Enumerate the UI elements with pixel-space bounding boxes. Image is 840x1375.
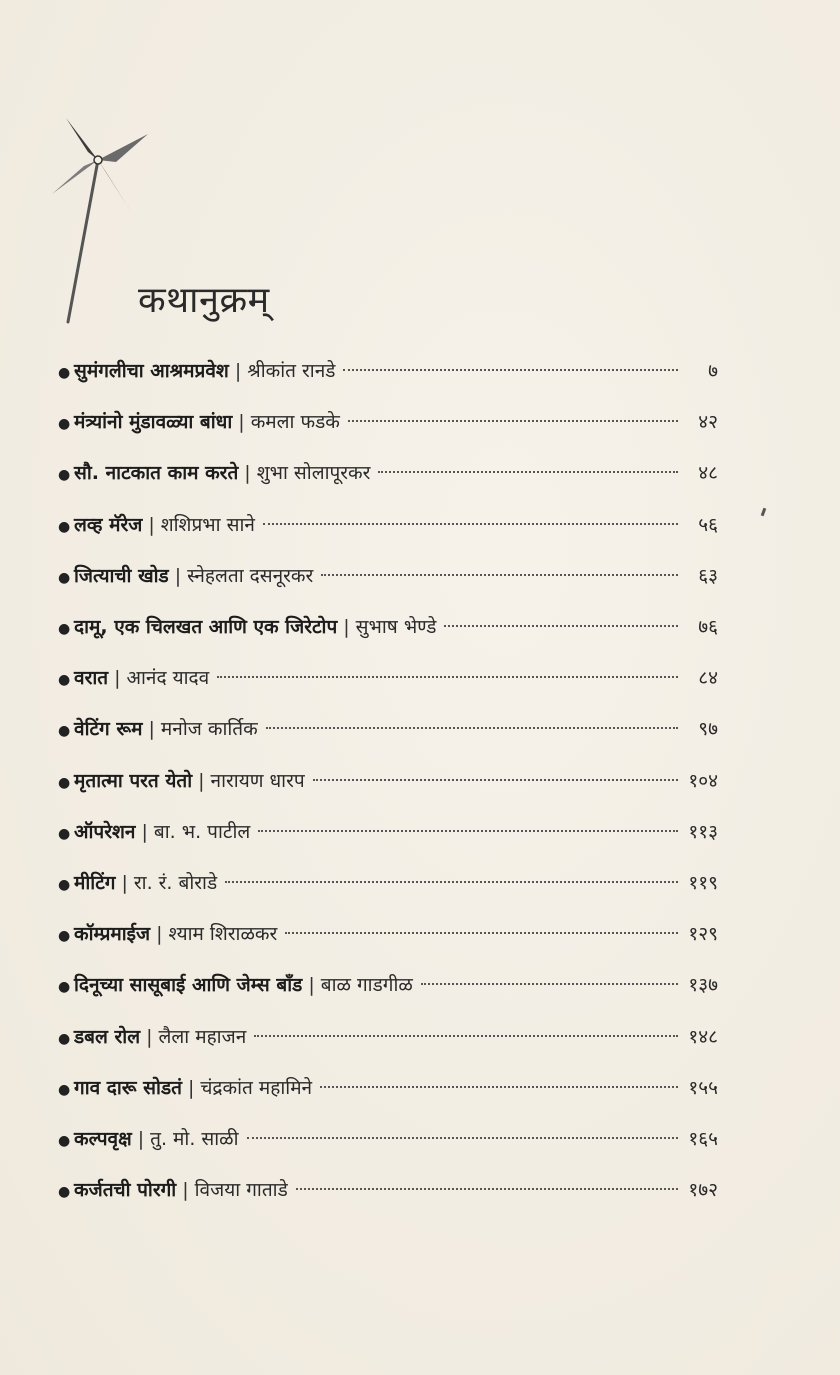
bullet-icon: ● xyxy=(58,365,71,381)
author-name: लैला महाजन xyxy=(158,1025,247,1048)
toc-entry xyxy=(58,561,718,591)
page-number: ५६ xyxy=(698,513,718,536)
toc-entry xyxy=(58,356,718,386)
dot-leader xyxy=(313,779,678,781)
story-title: ऑपरेशन xyxy=(74,820,136,843)
dot-leader xyxy=(444,625,678,627)
ink-mark xyxy=(761,508,767,517)
toc-entry xyxy=(58,612,718,642)
page-number: १४८ xyxy=(688,1025,718,1048)
story-title: वरात xyxy=(74,667,109,690)
story-title: सौ. नाटकात काम करते xyxy=(74,462,239,485)
separator: | xyxy=(238,411,245,434)
author-name: बाळ गाडगीळ xyxy=(320,974,413,997)
separator: | xyxy=(174,564,182,587)
bullet-icon: ● xyxy=(58,1081,71,1098)
separator: | xyxy=(121,872,128,894)
separator: | xyxy=(114,667,121,690)
separator: | xyxy=(156,923,163,946)
toc-entry xyxy=(58,714,718,744)
story-title: कर्जतची पोरगी xyxy=(74,1179,177,1202)
toc-entry xyxy=(58,1073,718,1103)
story-title: दिनूच्या सासूबाई आणि जेम्स बाँड xyxy=(74,974,303,997)
author-name: सुभाष भेण्डे xyxy=(355,616,437,638)
bullet-icon: ● xyxy=(58,877,71,893)
story-title: मंत्र्यांनो मुंडावळ्या बांधा xyxy=(74,411,233,434)
dot-leader xyxy=(321,574,678,576)
story-title: जित्याची खोड xyxy=(74,564,169,587)
story-title: सुमंगलीचा आश्रमप्रवेश xyxy=(74,360,229,382)
story-title: गाव दारू सोडतं xyxy=(74,1076,182,1099)
dot-leader xyxy=(348,420,678,422)
page-number: ४८ xyxy=(698,462,718,485)
story-title: कॉम्प्रमाईज xyxy=(74,923,151,946)
bullet-icon: ● xyxy=(58,621,71,637)
page-number: १७२ xyxy=(688,1179,718,1202)
dot-leader xyxy=(296,1188,678,1190)
bullet-icon: ● xyxy=(58,774,71,791)
author-name: शशिप्रभा साने xyxy=(160,513,255,536)
bullet-icon: ● xyxy=(58,825,71,842)
page-number: १२९ xyxy=(688,923,718,946)
dot-leader xyxy=(343,369,678,371)
separator: | xyxy=(141,820,148,843)
page-number: १५५ xyxy=(688,1076,718,1099)
toc-entry xyxy=(58,510,718,540)
dot-leader xyxy=(254,1035,678,1037)
separator: | xyxy=(182,1179,189,1202)
page-number: ६३ xyxy=(698,564,718,587)
page-number: ९७ xyxy=(698,718,718,741)
story-title: डबल रोल xyxy=(74,1025,141,1048)
bullet-icon: ● xyxy=(58,1133,71,1149)
page-number: ११३ xyxy=(688,820,718,843)
author-name: आनंद यादव xyxy=(126,667,210,690)
toc-entry xyxy=(58,919,718,949)
separator: | xyxy=(198,769,205,792)
bullet-icon: ● xyxy=(58,1030,71,1047)
bullet-icon: ● xyxy=(58,928,71,945)
dot-leader xyxy=(285,932,678,934)
bullet-icon: ● xyxy=(58,672,71,689)
toc-entry xyxy=(58,868,718,898)
separator: | xyxy=(148,718,155,741)
author-name: मनोज कार्तिक xyxy=(160,718,258,741)
toc-entry xyxy=(58,1175,718,1205)
toc-entry xyxy=(58,1022,718,1052)
dot-leader xyxy=(320,1086,678,1088)
page-number: १६५ xyxy=(688,1128,718,1150)
story-title: लव्ह मॅरेज xyxy=(74,513,143,536)
bullet-icon: ● xyxy=(58,569,71,586)
author-name: श्याम शिराळकर xyxy=(168,923,278,946)
separator: | xyxy=(148,513,155,536)
separator: | xyxy=(343,616,350,638)
separator: | xyxy=(146,1025,153,1048)
toc-entry xyxy=(58,1124,718,1154)
author-name: नारायण धारप xyxy=(210,769,305,792)
author-name: रा. रं. बोराडे xyxy=(133,872,218,894)
separator: | xyxy=(187,1076,195,1099)
separator: | xyxy=(308,974,315,997)
page-title: कथानुक्रम् xyxy=(138,280,270,322)
author-name: चंद्रकांत महामिने xyxy=(200,1076,313,1099)
dot-leader xyxy=(258,830,678,832)
dot-leader xyxy=(378,471,678,473)
toc-entry xyxy=(58,458,718,488)
dot-leader xyxy=(263,523,678,525)
page-number: ८४ xyxy=(698,667,718,690)
bullet-icon: ● xyxy=(58,979,71,996)
page-number: ११९ xyxy=(688,872,718,894)
dot-leader xyxy=(225,881,678,883)
story-title: दामू, एक चिलखत आणि एक जिरेटोप xyxy=(74,616,338,638)
toc-entry xyxy=(58,663,718,693)
author-name: स्नेहलता दसनूरकर xyxy=(187,564,314,587)
story-title: कल्पवृक्ष xyxy=(74,1128,132,1150)
author-name: श्रीकांत रानडे xyxy=(247,360,336,382)
separator: | xyxy=(234,360,242,382)
story-title: मीटिंग xyxy=(74,872,116,894)
toc-entry xyxy=(58,970,718,1000)
author-name: विजया गाताडे xyxy=(194,1179,288,1202)
page-number: ४२ xyxy=(698,411,718,434)
page-number: ७६ xyxy=(698,616,718,638)
dot-leader xyxy=(217,676,678,678)
author-name: शुभा सोलापूरकर xyxy=(256,462,371,485)
story-title: वेटिंग रूम xyxy=(74,718,143,741)
page-number: ७ xyxy=(708,360,718,382)
page-number: १०४ xyxy=(688,769,718,792)
separator: | xyxy=(244,462,251,485)
bullet-icon: ● xyxy=(58,518,71,535)
bullet-icon: ● xyxy=(58,1184,71,1201)
author-name: तु. मो. साळी xyxy=(150,1128,239,1150)
bullet-icon: ● xyxy=(58,416,71,433)
toc-entry xyxy=(58,766,718,796)
toc-entry xyxy=(58,407,718,437)
dot-leader xyxy=(421,983,678,985)
separator: | xyxy=(137,1128,145,1150)
author-name: कमला फडके xyxy=(250,411,340,434)
page-number: १३७ xyxy=(688,974,718,997)
bullet-icon: ● xyxy=(58,467,71,484)
toc-entry xyxy=(58,817,718,847)
story-title: मृतात्मा परत येतो xyxy=(74,769,193,792)
author-name: बा. भ. पाटील xyxy=(153,820,251,843)
bullet-icon: ● xyxy=(58,723,71,740)
dot-leader xyxy=(247,1137,678,1139)
dot-leader xyxy=(266,727,678,729)
